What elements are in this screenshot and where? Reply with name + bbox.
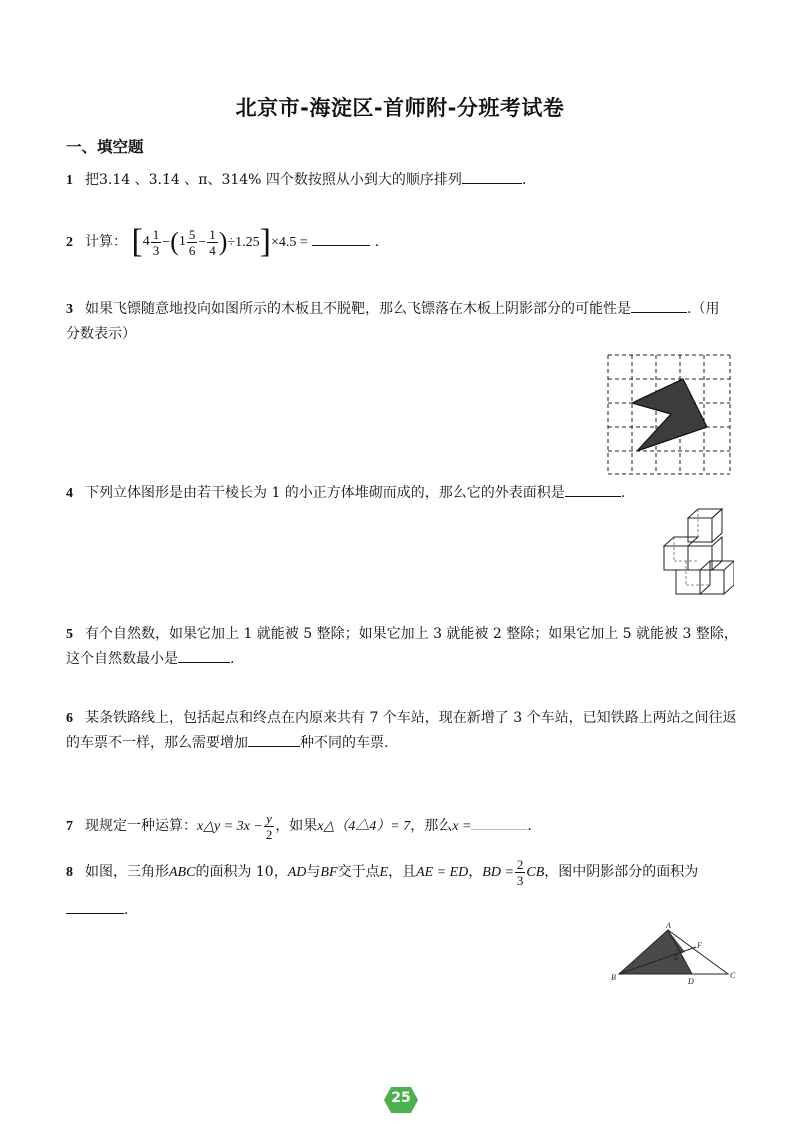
- label-C: C: [730, 971, 736, 980]
- answer-blank: [471, 815, 527, 830]
- answer-blank: [565, 482, 621, 497]
- question-number: 2: [66, 235, 73, 250]
- question-number: 4: [66, 486, 73, 501]
- answer-blank: [178, 648, 230, 663]
- fraction: $\frac{1}{3}$: [152, 226, 160, 258]
- question-5: 5 有个自然数，如果它加上 1 就能被 5 整除；如果它加上 3 就能被 2 整除；如果它加上 5 就能被 3 整除， 这个自然数最小是 .: [66, 626, 738, 667]
- label-A: A: [666, 921, 671, 930]
- fraction: $\frac{2}{3}$: [516, 856, 524, 888]
- fraction: $\frac{5}{6}$: [188, 226, 196, 258]
- question-text: 把3.14 、3.1̇4 、π、314% 四个数按照从小到大的顺序排列: [85, 172, 462, 188]
- answer-blank: [462, 169, 522, 184]
- question-7: 7 现规定一种运算：x△y = 3x − $\frac{y}{2}$ ，如果x△（4△4）= 7，那么x = .: [66, 810, 532, 842]
- question-4: 4 下列立体图形是由若干棱长为 1 的小正方体堆砌而成的，那么它的外表面积是 .: [66, 481, 625, 506]
- label-B: B: [611, 973, 616, 982]
- question-8-answer-line: .: [66, 898, 128, 922]
- section-heading: 一、填空题: [66, 138, 144, 156]
- label-E: E: [674, 953, 679, 962]
- triangle-figure: [600, 920, 740, 988]
- answer-blank: [248, 732, 300, 747]
- shaded-region: [632, 379, 707, 451]
- question-text: 某条铁路线上，包括起点和终点在内原来共有 7 个车站，现在新增了 3 个车站，已知铁路上两站之间往返: [85, 710, 737, 726]
- answer-blank: [312, 231, 370, 246]
- question-text: 如果飞镖随意地投向如图所示的木板且不脱靶，那么飞镖落在木板上阴影部分的可能性是: [85, 301, 631, 317]
- question-6: 6 某条铁路线上，包括起点和终点在内原来共有 7 个车站，现在新增了 3 个车站，已知铁路上两站之间往返 的车票不一样，那么需要增加 种不同的车票.: [66, 710, 737, 751]
- grid-figure: [603, 352, 733, 476]
- page-title: 北京市-海淀区-首师附-分班考试卷: [235, 96, 565, 120]
- question-number: 8: [66, 865, 73, 880]
- question-number: 6: [66, 711, 73, 726]
- label-D: D: [688, 977, 694, 986]
- question-number: 3: [66, 302, 73, 317]
- question-number: 1: [66, 173, 73, 188]
- question-label: 计算：: [85, 234, 127, 250]
- label-F: F: [697, 941, 702, 950]
- question-3: 3 如果飞镖随意地投向如图所示的木板且不脱靶，那么飞镖落在木板上阴影部分的可能性是 .（用 分数表示）: [66, 297, 736, 346]
- question-number: 7: [66, 819, 73, 834]
- question-1: 1 把3.14 、3.1̇4 、π、314% 四个数按照从小到大的顺序排列 .: [66, 168, 526, 193]
- question-number: 5: [66, 627, 73, 642]
- question-2: 2 计算： [4 $\frac{1}{3}$ −(1 $\frac{5}{6}$ − $\frac{1}{4}$ )÷1.25]×4.5 = .: [66, 223, 380, 260]
- page-number: 25: [391, 1090, 411, 1106]
- fraction: $\frac{1}{4}$: [209, 226, 216, 258]
- answer-blank: [631, 298, 687, 313]
- fraction: $\frac{y}{2}$: [265, 810, 273, 842]
- question-8: 8 如图，三角形ABC的面积为 10，AD与BF交于点E，且AE = ED，BD = $\frac{2}{3}$ CB，图中阴影部分的面积为: [66, 856, 699, 888]
- question-text: 有个自然数，如果它加上 1 就能被 5 整除；如果它加上 3 就能被 2 整除；如果它加上 5 就能被 3 整除，: [85, 626, 738, 642]
- question-text: 下列立体图形是由若干棱长为 1 的小正方体堆砌而成的，那么它的外表面积是: [85, 485, 565, 501]
- cube-figure: [652, 506, 734, 602]
- answer-blank: [66, 899, 124, 914]
